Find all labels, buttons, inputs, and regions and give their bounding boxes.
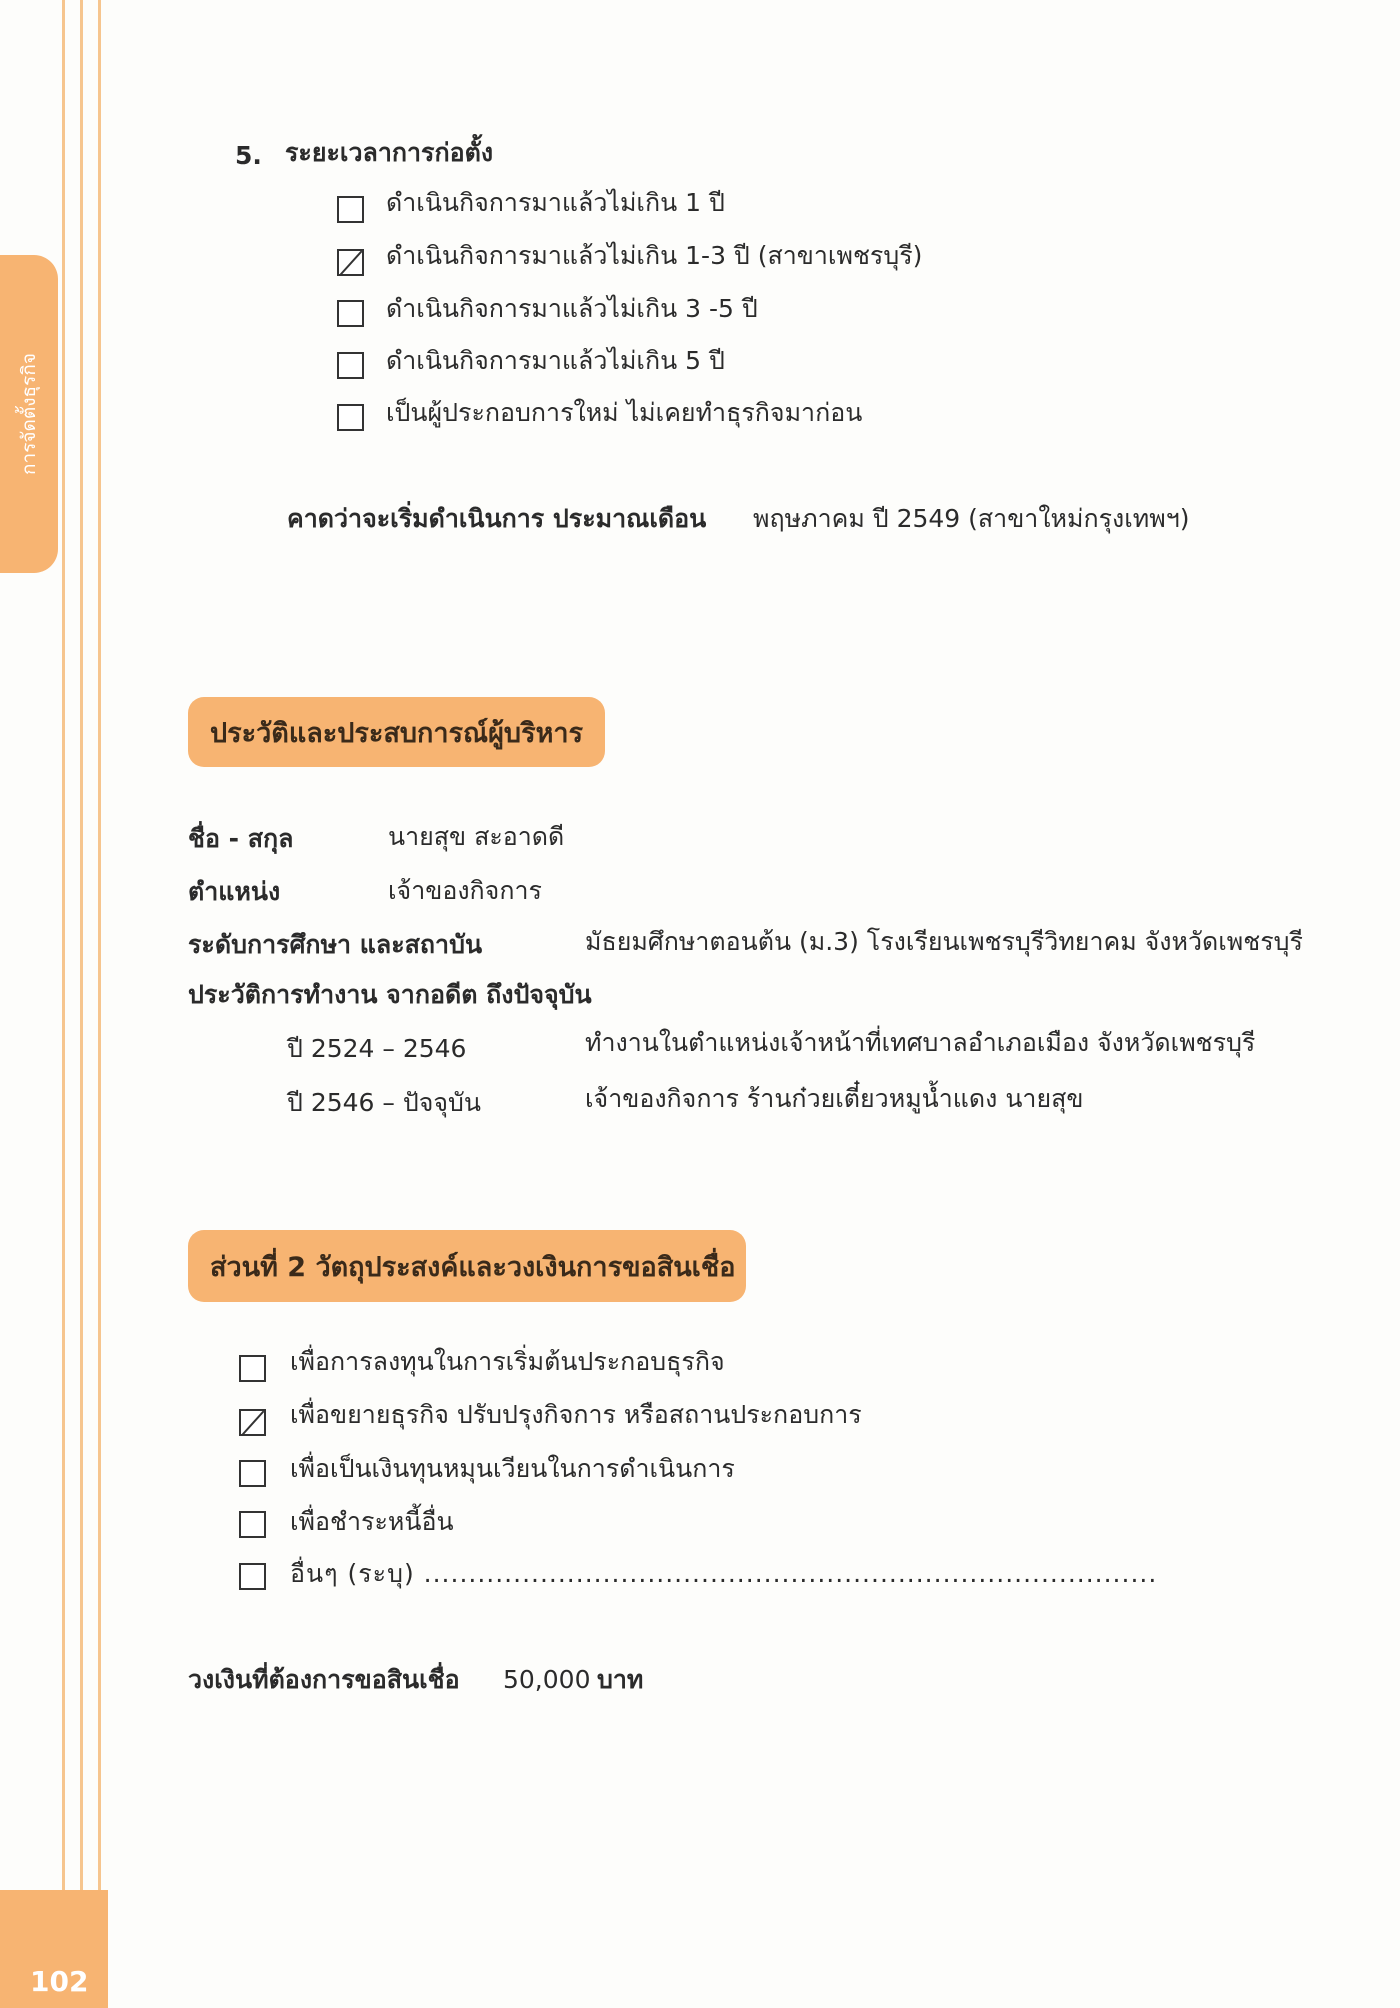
purpose-label: เพื่อเป็นเงินทุนหมุนเวียนในการดำเนินการ — [290, 1454, 735, 1483]
checkbox-purpose-2[interactable] — [239, 1409, 266, 1436]
page-number-box — [0, 1890, 108, 2008]
position-label: ตำแหน่ง — [188, 877, 281, 906]
part2-heading-text: ส่วนที่ 2 วัตถุประสงค์และวงเงินการขอสินเชื่อ — [210, 1251, 736, 1283]
checkbox-purpose-3[interactable] — [239, 1460, 266, 1487]
loan-amount-value: 50,000 — [503, 1665, 591, 1694]
option-label: เป็นผู้ประกอบการใหม่ ไม่เคยทำธุรกิจมาก่อน — [386, 398, 863, 427]
checkbox-establish-3[interactable] — [337, 300, 364, 327]
purpose-label: เพื่อชำระหนี้อื่น — [290, 1507, 454, 1536]
margin-line — [98, 0, 101, 2008]
checkbox-establish-4[interactable] — [337, 352, 364, 379]
education-value: มัธยมศึกษาตอนต้น (ม.3) โรงเรียนเพชรบุรีวิทยาคม จังหวัดเพชรบุรี — [585, 927, 1303, 956]
work-detail: ทำงานในตำแหน่งเจ้าหน้าที่เทศบาลอำเภอเมือง จังหวัดเพชรบุรี — [585, 1028, 1256, 1057]
part2-section-heading — [188, 1230, 746, 1302]
position-value: เจ้าของกิจการ — [388, 876, 542, 905]
expected-start-value: พฤษภาคม ปี 2549 (สาขาใหม่กรุงเทพฯ) — [753, 504, 1190, 533]
name-label: ชื่อ - สกุล — [188, 824, 294, 853]
manager-section-heading — [188, 697, 605, 767]
option-label: ดำเนินกิจการมาแล้วไม่เกิน 1 ปี — [386, 188, 725, 217]
purpose-label-other: อื่นๆ (ระบุ) .................................................................................. — [290, 1559, 1158, 1588]
work-detail: เจ้าของกิจการ ร้านก๋วยเตี๋ยวหมูน้ำแดง นายสุข — [585, 1084, 1084, 1113]
work-period: ปี 2524 – 2546 — [287, 1034, 467, 1063]
margin-line — [80, 0, 83, 2008]
checkbox-purpose-4[interactable] — [239, 1511, 266, 1538]
option-label: ดำเนินกิจการมาแล้วไม่เกิน 1-3 ปี (สาขาเพชรบุรี) — [386, 241, 923, 270]
work-period: ปี 2546 – ปัจจุบัน — [287, 1088, 481, 1117]
checkbox-establish-2[interactable] — [337, 249, 364, 276]
checkbox-establish-5[interactable] — [337, 404, 364, 431]
checkbox-purpose-1[interactable] — [239, 1355, 266, 1382]
establishment-title: ระยะเวลาการก่อตั้ง — [285, 138, 494, 167]
expected-start-label: คาดว่าจะเริ่มดำเนินการ ประมาณเดือน — [287, 504, 707, 533]
checkbox-purpose-5[interactable] — [239, 1563, 266, 1590]
chapter-tab-label: การจัดตั้งธุรกิจ — [18, 353, 40, 475]
item-number: 5. — [235, 141, 262, 170]
purpose-label: เพื่อขยายธุรกิจ ปรับปรุงกิจการ หรือสถานประกอบการ — [290, 1400, 862, 1429]
checkbox-establish-1[interactable] — [337, 196, 364, 223]
option-label: ดำเนินกิจการมาแล้วไม่เกิน 5 ปี — [386, 346, 725, 375]
education-label: ระดับการศึกษา และสถาบัน — [188, 930, 483, 959]
loan-amount-unit: บาท — [597, 1665, 644, 1694]
page-number: 102 — [30, 1965, 89, 1998]
name-value: นายสุข สะอาดดี — [388, 822, 565, 851]
margin-line — [62, 0, 65, 2008]
option-label: ดำเนินกิจการมาแล้วไม่เกิน 3 -5 ปี — [386, 294, 758, 323]
manager-heading-text: ประวัติและประสบการณ์ผู้บริหาร — [210, 717, 584, 749]
work-history-label: ประวัติการทำงาน จากอดีต ถึงปัจจุบัน — [188, 980, 592, 1009]
loan-amount-label: วงเงินที่ต้องการขอสินเชื่อ — [188, 1665, 460, 1694]
purpose-label: เพื่อการลงทุนในการเริ่มต้นประกอบธุรกิจ — [290, 1347, 725, 1376]
